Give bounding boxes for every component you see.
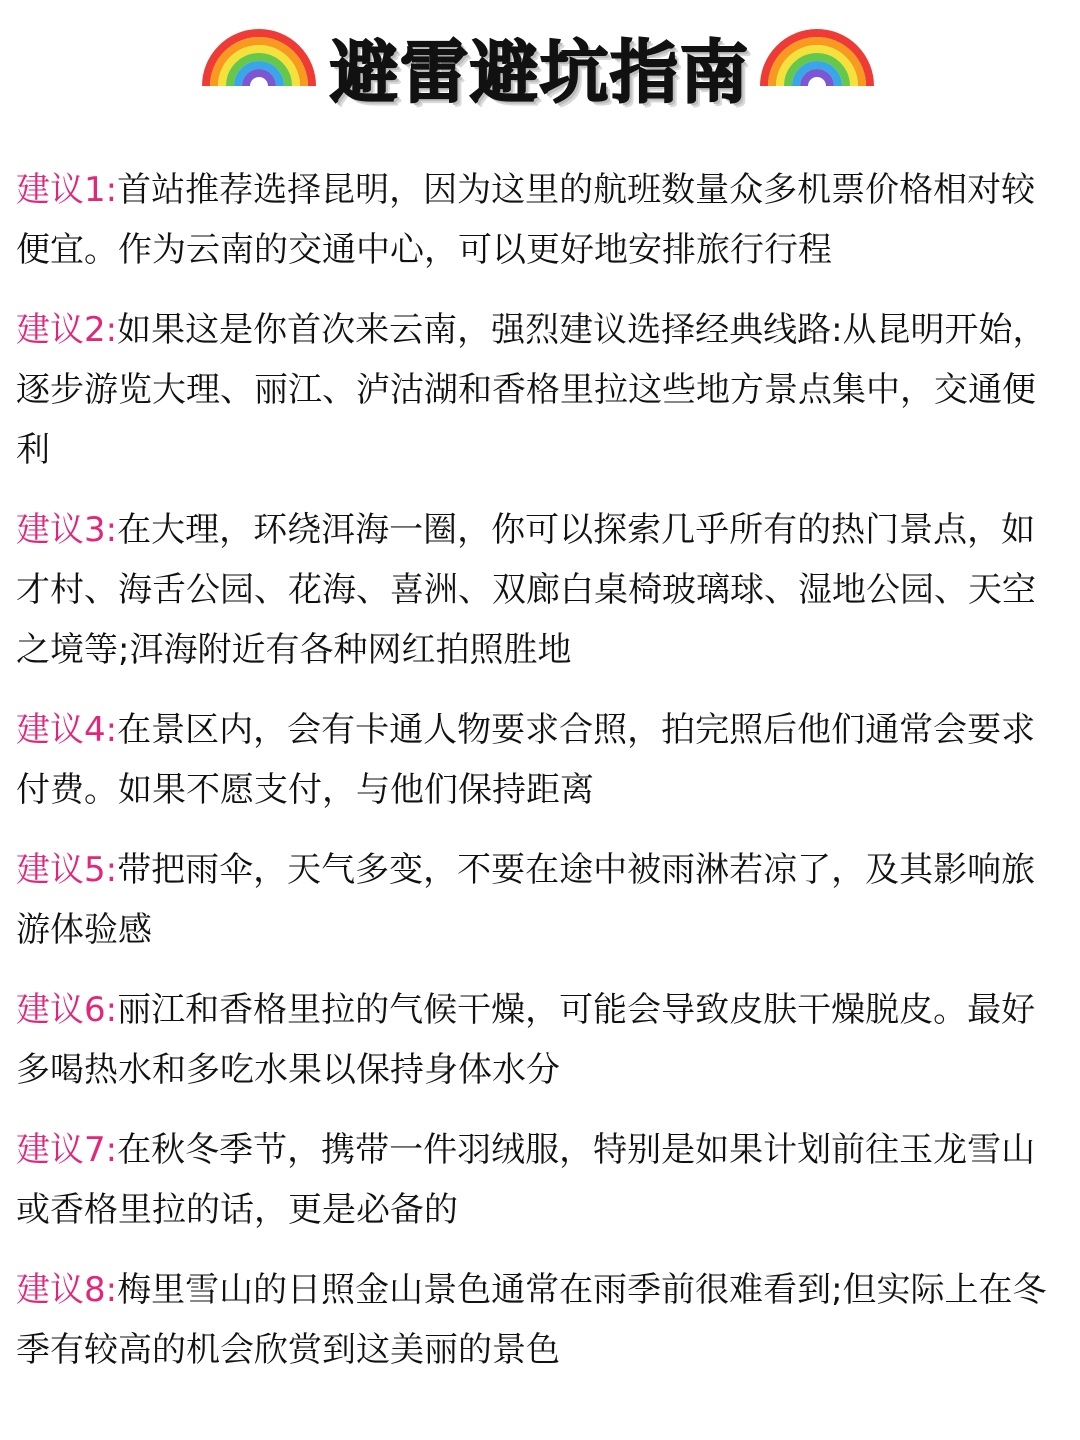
tip-item xyxy=(16,300,1060,480)
tip-text: 带把雨伞，天气多变，不要在途中被雨淋若凉了，及其影响旅游体验感 xyxy=(16,850,1036,950)
tip-text: 在秋冬季节，携带一件羽绒服，特别是如果计划前往玉龙雪山或香格里拉的话，更是必备的 xyxy=(16,1130,1036,1230)
tip-item xyxy=(16,980,1060,1100)
rainbow-icon xyxy=(200,28,318,90)
header xyxy=(0,0,1080,130)
tip-text: 丽江和香格里拉的气候干燥，可能会导致皮肤干燥脱皮。最好多喝热水和多吃水果以保持身体水分 xyxy=(16,990,1036,1090)
tip-text: 梅里雪山的日照金山景色通常在雨季前很难看到;但实际上在冬季有较高的机会欣赏到这美丽的景色 xyxy=(16,1270,1047,1370)
tip-item xyxy=(16,160,1060,280)
tip-text: 在景区内，会有卡通人物要求合照，拍完照后他们通常会要求付费。如果不愿支付，与他们保持距离 xyxy=(16,710,1036,810)
page-title: 避雷避坑指南 xyxy=(329,33,750,113)
tip-item xyxy=(16,700,1060,820)
tip-label: 建议1: xyxy=(16,170,118,210)
tip-text: 如果这是你首次来云南，强烈建议选择经典线路:从昆明开始，逐步游览大理、丽江、泸沽湖和香格里拉这些地方景点集中，交通便利 xyxy=(16,310,1047,470)
tip-label: 建议4: xyxy=(16,710,118,750)
tip-label: 建议8: xyxy=(16,1270,118,1310)
tip-text: 首站推荐选择昆明，因为这里的航班数量众多机票价格相对较便宜。作为云南的交通中心，可以更好地安排旅行行程 xyxy=(16,170,1036,270)
tip-item xyxy=(16,1260,1060,1380)
tip-label: 建议5: xyxy=(16,850,118,890)
tip-text: 在大理，环绕洱海一圈，你可以探索几乎所有的热门景点，如才村、海舌公园、花海、喜洲、双廊白桌椅玻璃球、湿地公园、天空之境等;洱海附近有各种网红拍照胜地 xyxy=(16,510,1036,670)
tip-label: 建议3: xyxy=(16,510,118,550)
tips-list xyxy=(16,160,1060,1400)
rainbow-icon xyxy=(758,28,876,90)
tip-label: 建议2: xyxy=(16,310,118,350)
tip-item xyxy=(16,1120,1060,1240)
tip-label: 建议7: xyxy=(16,1130,118,1170)
tip-item xyxy=(16,500,1060,680)
tip-item xyxy=(16,840,1060,960)
tip-label: 建议6: xyxy=(16,990,118,1030)
